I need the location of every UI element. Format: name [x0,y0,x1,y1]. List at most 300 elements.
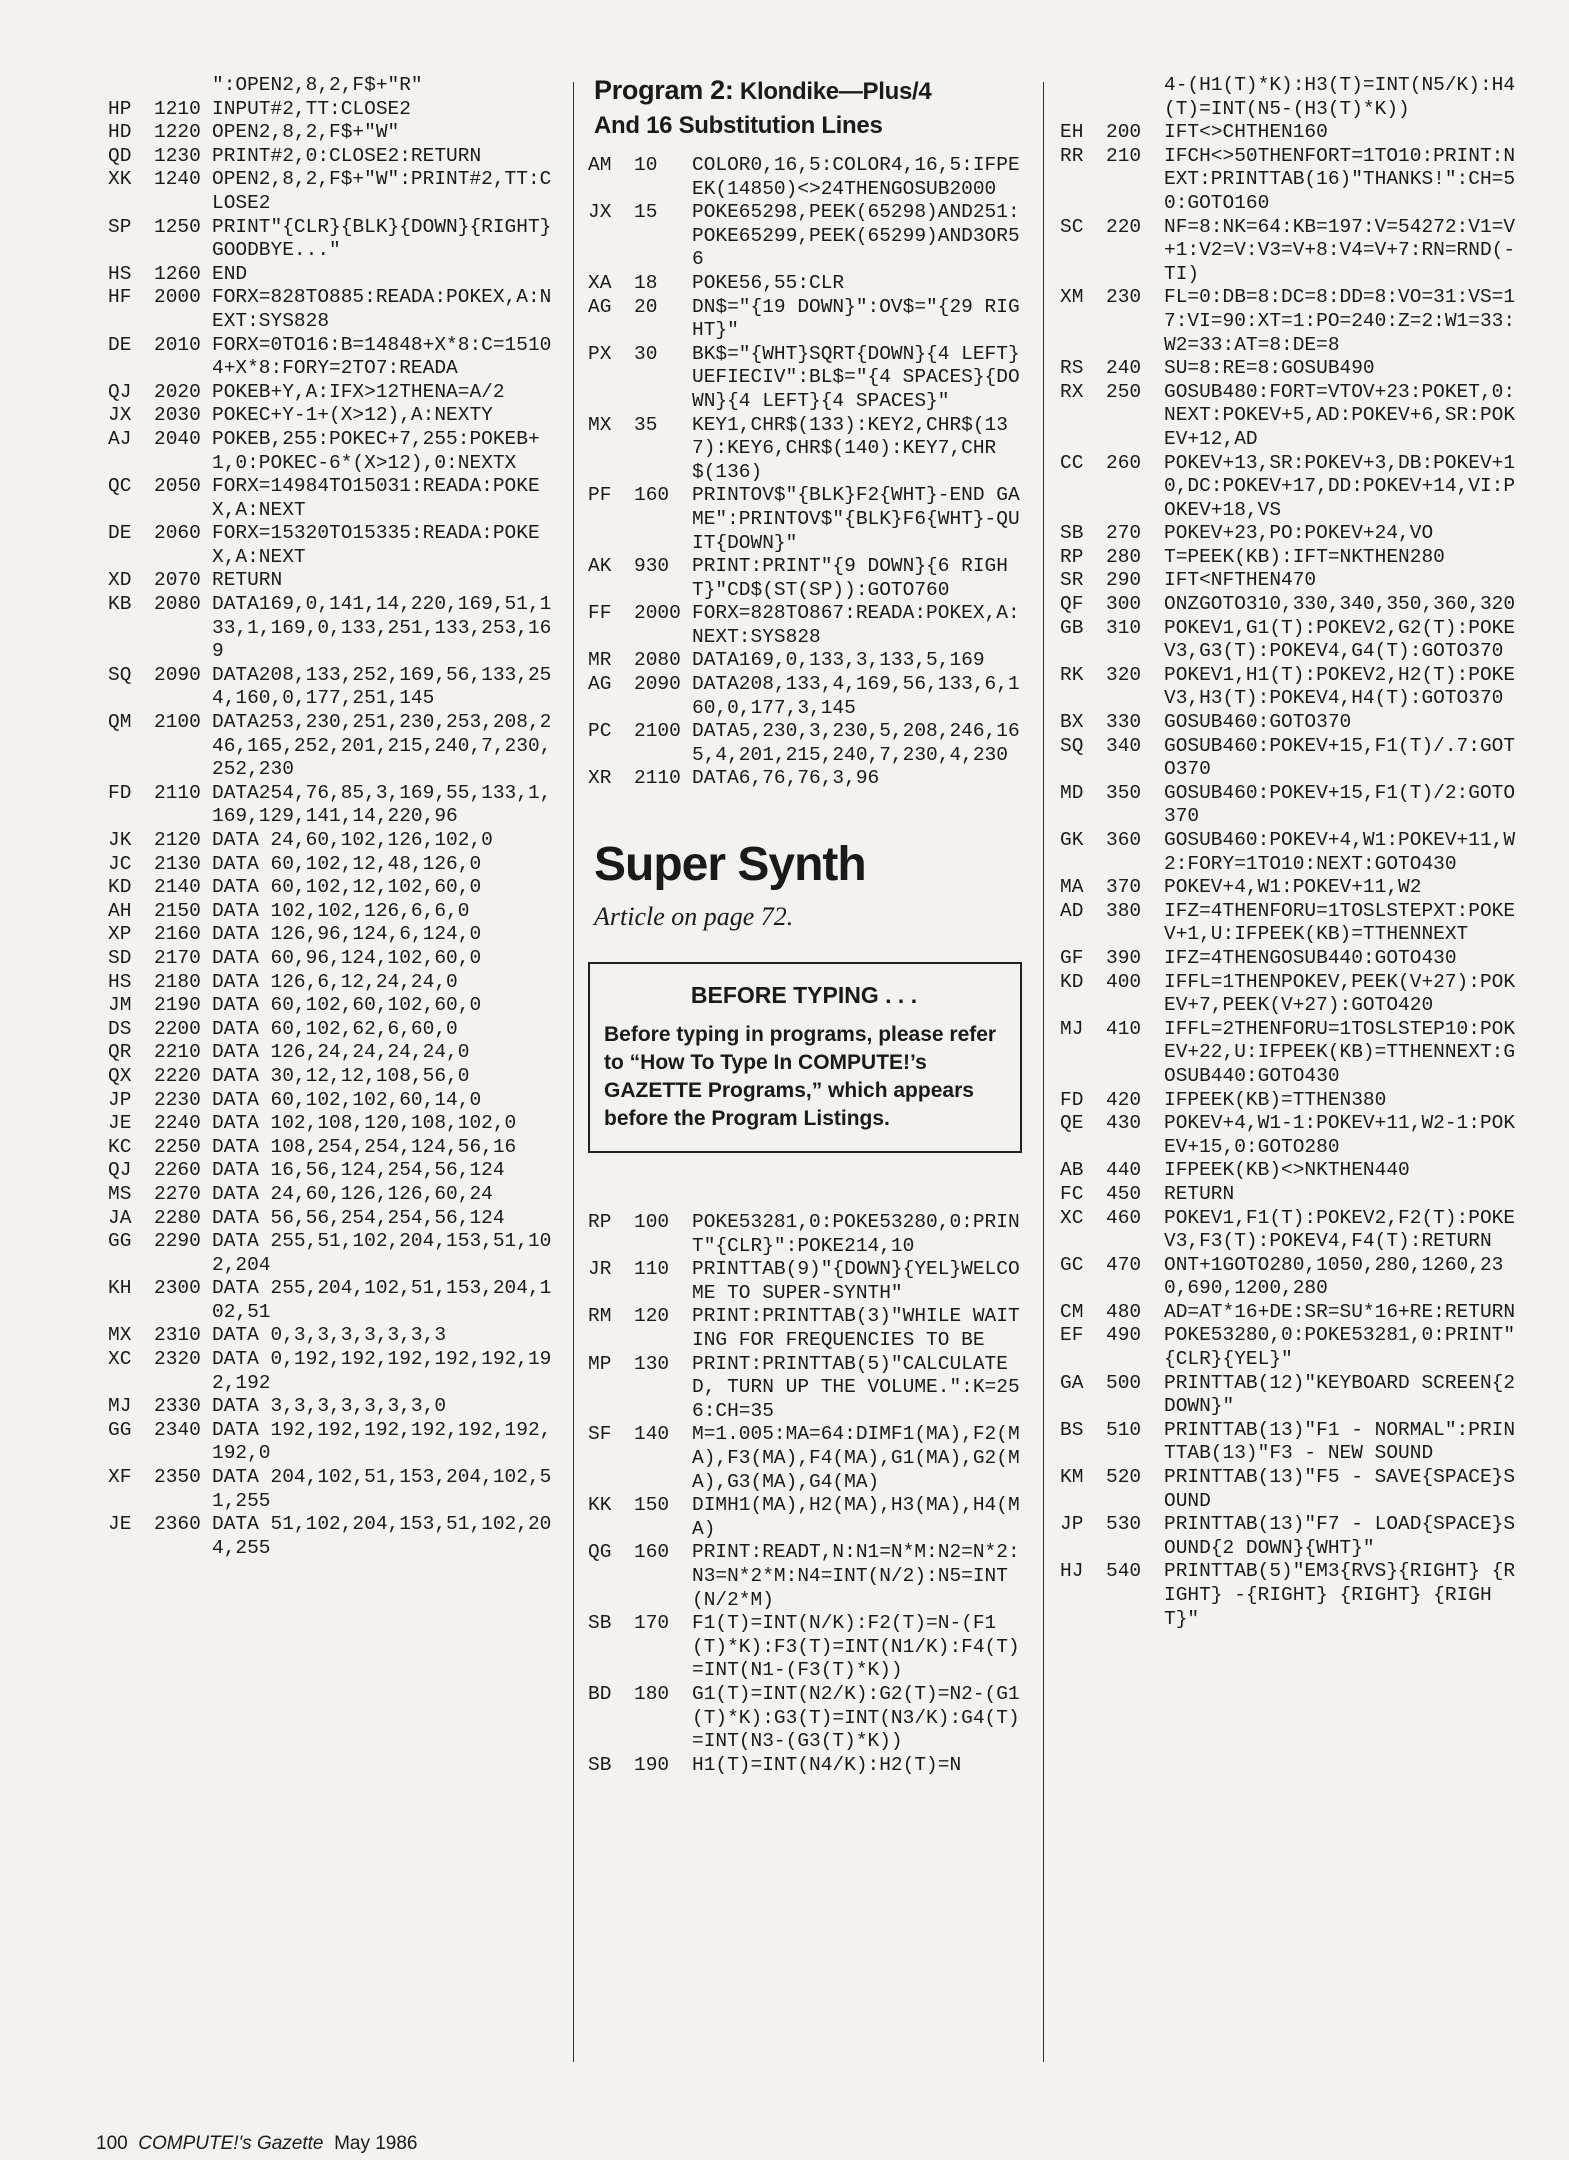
code-line [108,947,560,971]
code-text: DATA 192,192,192,192,192,192,192,0 [212,1418,552,1465]
checksum: MX [588,413,612,436]
code-line [1060,664,1520,711]
line-number: 930 [634,555,670,578]
checksum: SQ [1060,734,1084,757]
line-number: 100 [634,1211,670,1234]
code-text: DATA 60,102,12,48,126,0 [212,852,482,875]
code-text: PRINT:PRINT"{9 DOWN}{6 RIGHT}"CD$(ST(SP)):GOTO760 [692,555,1008,601]
line-number: 2000 [154,286,201,309]
code-line [1060,617,1520,664]
line-number: 2340 [154,1418,201,1441]
code-line [1060,876,1520,900]
checksum: XP [108,923,132,946]
line-number: 160 [634,1541,670,1564]
box-title: BEFORE TYPING . . . [690,982,918,1009]
code-line [108,1207,560,1231]
checksum: GG [108,1418,132,1441]
checksum: GG [108,1230,132,1253]
line-number: 18 [634,271,658,294]
code-line [1060,74,1520,121]
line-number: 430 [1106,1112,1142,1135]
code-text: DATA 56,56,254,254,56,124 [212,1206,505,1229]
line-number: 130 [634,1352,670,1375]
code-text: IFFL=1THENPOKEV,PEEK(V+27):POKEV+7,PEEK(V+27):GOTO420 [1164,970,1516,1017]
line-number: 2130 [154,852,201,875]
line-number: 500 [1106,1371,1142,1394]
line-number: 170 [634,1612,670,1635]
line-number: 520 [1106,1466,1142,1489]
code-line [588,343,1028,414]
line-number: 2140 [154,876,201,899]
line-number: 2310 [154,1324,201,1347]
checksum: PC [588,720,612,743]
checksum: DE [108,522,132,545]
checksum: MP [588,1352,612,1375]
code-text: POKEV+4,W1-1:POKEV+11,W2-1:POKEV+15,0:GOTO280 [1164,1112,1516,1158]
line-number: 140 [634,1423,670,1446]
checksum: QE [1060,1112,1084,1135]
code-line [1060,216,1520,287]
code-line [108,1277,560,1324]
program-subtitle: And 16 Substitution Lines [594,112,883,139]
checksum: RX [1060,380,1084,403]
code-line [108,263,560,287]
code-line [588,1258,1028,1305]
line-number: 490 [1106,1324,1142,1347]
code-text: IFZ=4THENFORU=1TOSLSTEPXT:POKEV+1,U:IFPEEK(KB)=TTHENNEXT [1164,899,1516,946]
line-number: 2100 [154,711,201,734]
checksum: RR [1060,144,1084,167]
code-text: DATA 204,102,51,153,204,102,51,255 [212,1466,552,1512]
code-text: BK$="{WHT}SQRT{DOWN}{4 LEFT}UEFIECIV":BL$="{4 SPACES}{DOWN}{4 LEFT}{4 SPACES}" [692,342,1020,412]
line-number: 190 [634,1753,670,1776]
checksum: PF [588,484,612,507]
code-line [108,1348,560,1395]
code-line [108,1136,560,1160]
code-text: AD=AT*16+DE:SR=SU*16+RE:RETURN [1164,1300,1516,1323]
code-line [108,1112,560,1136]
line-number: 15 [634,201,658,224]
code-line [1060,900,1520,947]
code-text: DATA5,230,3,230,5,208,246,165,4,201,215,240,7,230,4,230 [692,720,1020,766]
checksum: AG [588,673,612,696]
line-number: 30 [634,342,658,365]
code-text: DATA 51,102,204,153,51,102,204,255 [212,1513,552,1559]
code-text: PRINTOV$"{BLK}F2{WHT}-END GAME":PRINTOV$"{BLK}F6{WHT}-QUIT{DOWN}" [692,484,1020,554]
code-text: PRINTTAB(13)"F7 - LOAD{SPACE}SOUND{2 DOWN}{WHT}" [1164,1513,1516,1559]
code-text: DATA208,133,4,169,56,133,6,160,0,177,3,145 [692,673,1020,719]
checksum: SC [1060,215,1084,238]
code-text: DATA 16,56,124,254,56,124 [212,1159,505,1182]
program-2-title [594,74,1028,142]
checksum: JE [108,1112,132,1135]
code-line [1060,286,1520,357]
code-text: PRINTTAB(12)"KEYBOARD SCREEN{2 DOWN}" [1164,1371,1527,1418]
code-text: SU=8:RE=8:GOSUB490 [1164,357,1375,380]
code-text: DATA 60,102,102,60,14,0 [212,1088,482,1111]
checksum: RP [588,1211,612,1234]
code-text: POKEB+Y,A:IFX>12THENA=A/2 [212,380,505,403]
code-line [108,522,560,569]
code-line [1060,381,1520,452]
line-number: 2360 [154,1513,201,1536]
checksum: AK [588,555,612,578]
line-number: 460 [1106,1206,1142,1229]
line-number: 1240 [154,168,201,191]
article-reference: Article on page 72. [594,902,794,932]
checksum: JM [108,994,132,1017]
code-line [1060,1254,1520,1301]
line-number: 20 [634,295,658,318]
checksum: KD [1060,970,1084,993]
checksum: QF [1060,593,1084,616]
line-number: 2170 [154,946,201,969]
code-text: DATA 0,192,192,192,192,192,192,192 [212,1348,552,1394]
code-line [1060,711,1520,735]
listing-column-2 [588,74,1028,1777]
checksum: KC [108,1135,132,1158]
listing-column-3 [1060,74,1527,1631]
code-text: DATA169,0,133,3,133,5,169 [692,649,985,672]
checksum: MJ [1060,1017,1084,1040]
code-line [108,1089,560,1113]
line-number: 340 [1106,734,1142,757]
checksum: QG [588,1541,612,1564]
line-number: 2250 [154,1135,201,1158]
line-number: 380 [1106,899,1142,922]
code-line [1060,1513,1520,1560]
line-number: 530 [1106,1513,1142,1536]
line-number: 1230 [154,144,201,167]
line-number: 150 [634,1494,670,1517]
code-text: POKEV+4,W1:POKEV+11,W2 [1164,876,1422,899]
checksum [1060,74,1106,121]
code-line [108,1018,560,1042]
checksum: GC [1060,1253,1084,1276]
code-text: DATA 60,102,62,6,60,0 [212,1017,458,1040]
page-footer [96,2133,418,2155]
line-number: 370 [1106,876,1142,899]
code-text: G1(T)=INT(N2/K):G2(T)=N2-(G1(T)*K):G3(T)=INT(N3/K):G4(T)=INT(N3-(G3(T)*K)) [692,1682,1020,1753]
code-text: DIMH1(MA),H2(MA),H3(MA),H4(MA) [692,1494,1020,1540]
checksum: KB [108,593,132,616]
code-line [1060,1112,1520,1159]
line-number: 2110 [634,767,681,790]
checksum: GK [1060,829,1084,851]
code-text: GOSUB480:FORT=VTOV+23:POKET,0:NEXT:POKEV+5,AD:POKEV+6,SR:POKEV+12,AD [1164,380,1516,450]
box-text: Before typing in programs, please refer to “How To Type In COMPUTE!’s GAZETTE Programs,” which appears before the Program Listings. [604,1023,997,1131]
code-line [108,1324,560,1348]
line-number: 2220 [154,1064,201,1087]
code-line [588,272,1028,296]
checksum: EF [1060,1324,1084,1347]
code-text: POKEB,255:POKEC+7,255:POKEB+1,0:POKEC-6*(X>12),0:NEXTX [212,427,540,474]
checksum: RS [1060,357,1084,380]
code-text: POKE53281,0:POKE53280,0:PRINT"{CLR}":POKE214,10 [692,1211,1020,1257]
checksum: QJ [108,1159,132,1182]
code-text: H1(T)=INT(N4/K):H2(T)=N [692,1753,962,1776]
code-line [108,145,560,169]
code-line [588,414,1028,485]
line-number: 180 [634,1682,670,1705]
checksum: HJ [1060,1560,1084,1583]
line-number: 2090 [634,673,681,696]
checksum: HF [108,286,132,309]
code-line [1060,121,1520,145]
checksum: XM [1060,286,1084,309]
code-text: DATA 0,3,3,3,3,3,3,3 [212,1324,447,1347]
code-line [588,1494,1028,1541]
checksum: SD [108,946,132,969]
code-line [1060,357,1520,381]
line-number: 2260 [154,1159,201,1182]
checksum: JX [588,201,612,224]
code-text: ONT+1GOTO280,1050,280,1260,230,690,1200,280 [1164,1253,1504,1300]
line-number: 2300 [154,1277,201,1300]
code-text: ":OPEN2,8,2,F$+"R" [212,74,423,96]
line-number: 2330 [154,1395,201,1418]
code-text: GOSUB460:POKEV+15,F1(T)/.7:GOTO370 [1164,734,1516,781]
code-text: DATA 102,102,126,6,6,0 [212,899,470,922]
code-line [1060,1207,1520,1254]
line-number: 440 [1106,1159,1142,1182]
code-text: OPEN2,8,2,F$+"W" [212,121,400,144]
code-line [108,853,560,877]
code-line [108,428,560,475]
checksum: HD [108,121,132,144]
column-rule-2 [1043,82,1044,2062]
program-1-listing-continued [108,74,560,1560]
line-number: 35 [634,413,658,436]
code-text: POKEV+13,SR:POKEV+3,DB:POKEV+10,DC:POKEV+17,DD:POKEV+14,VI:POKEV+18,VS [1164,451,1516,521]
checksum: KD [108,876,132,899]
code-line [108,1466,560,1513]
code-line [1060,1419,1520,1466]
checksum: XC [1060,1206,1084,1229]
column-rule-1 [573,82,574,2062]
code-line [1060,1018,1520,1089]
line-number: 240 [1106,357,1142,380]
line-number: 2200 [154,1017,201,1040]
code-line [1060,735,1520,782]
code-text: FORX=0TO16:B=14848+X*8:C=15104+X*8:FORY=2TO7:READA [212,333,552,380]
code-text: PRINT#2,0:CLOSE2:RETURN [212,144,482,167]
code-text: NF=8:NK=64:KB=197:V=54272:V1=V+1:V2=V:V3=V+8:V4=V+7:RN=RND(-TI) [1164,215,1516,285]
code-text: M=1.005:MA=64:DIMF1(MA),F2(MA),F3(MA),F4(MA),G1(MA),G2(MA),G3(MA),G4(MA) [692,1423,1020,1493]
line-number: 420 [1106,1088,1142,1111]
code-text: DATA 30,12,12,108,56,0 [212,1064,470,1087]
line-number: 120 [634,1305,670,1328]
checksum: SP [108,215,132,238]
code-line [588,1754,1028,1778]
checksum: JR [588,1258,612,1281]
code-text: DATA 24,60,126,126,60,24 [212,1182,493,1205]
code-text: DATA 255,204,102,51,153,204,102,51 [212,1277,552,1323]
code-line [1060,593,1520,617]
checksum: KK [588,1494,612,1517]
code-line [1060,1560,1520,1631]
code-line [1060,1159,1520,1183]
code-text: POKEV1,G1(T):POKEV2,G2(T):POKEV3,G3(T):POKEV4,G4(T):GOTO370 [1164,616,1516,663]
code-text: END [212,262,248,285]
code-text: DATA 60,102,12,102,60,0 [212,876,482,899]
code-text: FORX=828TO867:READA:POKEX,A:NEXT:SYS828 [692,602,1020,648]
checksum: SQ [108,663,132,686]
checksum: QJ [108,380,132,403]
code-text: PRINT:PRINTTAB(3)"WHILE WAITING FOR FREQUENCIES TO BE [692,1305,1020,1351]
line-number: 220 [1106,215,1142,238]
line-number: 1210 [154,97,201,120]
line-number: 510 [1106,1418,1142,1441]
checksum: SR [1060,569,1084,592]
line-number: 1220 [154,121,201,144]
checksum: QD [108,144,132,167]
line-number: 300 [1106,593,1142,616]
code-text: POKE56,55:CLR [692,271,845,294]
checksum: DE [108,333,132,356]
line-number: 2270 [154,1182,201,1205]
code-line [1060,1089,1520,1113]
line-number: 230 [1106,286,1142,309]
checksum: QX [108,1064,132,1087]
code-text: POKE65298,PEEK(65298)AND251:POKE65299,PEEK(65299)AND3OR56 [692,201,1020,271]
checksum: GB [1060,616,1084,639]
code-line [1060,829,1520,876]
code-line [1060,452,1520,523]
code-line [588,296,1028,343]
code-line [588,767,1028,791]
code-line [108,569,560,593]
checksum: BD [588,1682,612,1705]
code-text: DATA 102,108,120,108,102,0 [212,1112,517,1135]
code-line [588,201,1028,272]
code-text: ONZGOTO310,330,340,350,360,320 [1164,593,1516,616]
line-number: 400 [1106,970,1142,993]
line-number: 210 [1106,144,1142,167]
code-line [588,1353,1028,1424]
code-line [108,334,560,381]
code-line [108,711,560,782]
checksum: JA [108,1206,132,1229]
checksum: QM [108,711,132,734]
line-number: 1260 [154,262,201,285]
checksum: KM [1060,1466,1084,1489]
line-number: 2210 [154,1041,201,1064]
checksum: SB [588,1612,612,1635]
code-line [1060,782,1520,829]
checksum: MS [108,1182,132,1205]
code-text: DATA 255,51,102,204,153,51,102,204 [212,1230,552,1276]
checksum: XA [588,271,612,294]
code-line [1060,947,1520,971]
code-line [108,286,560,333]
code-line [108,1230,560,1277]
code-line [588,1612,1028,1683]
line-number: 2100 [634,720,681,743]
code-line [108,1065,560,1089]
code-text: IFT<>CHTHEN160 [1164,121,1328,144]
checksum: RK [1060,663,1084,686]
checksum: PX [588,342,612,365]
line-number: 290 [1106,569,1142,592]
checksum: XC [108,1348,132,1371]
code-text: PRINT:PRINTTAB(5)"CALCULATED, TURN UP THE VOLUME.":K=256:CH=35 [692,1352,1020,1422]
code-text: PRINT:READT,N:N1=N*M:N2=N*2:N3=N*2*M:N4=INT(N/2):N5=INT(N/2*M) [692,1541,1020,1611]
program-name: Klondike—Plus/4 [733,78,932,105]
line-number: 250 [1106,380,1142,403]
line-number: 410 [1106,1017,1142,1040]
page-number: 100 [96,2133,128,2154]
code-line [588,555,1028,602]
checksum: EH [1060,121,1084,144]
checksum: GA [1060,1371,1084,1394]
code-text: KEY1,CHR$(133):KEY2,CHR$(137):KEY6,CHR$(140):KEY7,CHR$(136) [692,413,1008,483]
code-line [108,98,560,122]
line-number: 2090 [154,663,201,686]
super-synth-listing [588,1211,1028,1777]
code-text: PRINTTAB(13)"F5 - SAVE{SPACE}SOUND [1164,1466,1516,1512]
code-line [108,923,560,947]
line-number: 10 [634,154,658,176]
code-line [108,994,560,1018]
code-text: DATA 108,254,254,124,56,16 [212,1135,517,1158]
code-line [588,1683,1028,1754]
super-synth-listing-continued [1060,74,1527,1631]
checksum: SB [588,1753,612,1776]
code-text: OPEN2,8,2,F$+"W":PRINT#2,TT:CLOSE2 [212,168,552,214]
checksum: HP [108,97,132,120]
code-line [1060,546,1520,570]
code-line [588,154,1028,201]
code-text: DATA 126,6,12,24,24,0 [212,970,458,993]
line-number: 280 [1106,545,1142,568]
code-text: DATA 126,24,24,24,24,0 [212,1041,470,1064]
checksum: JX [108,404,132,427]
code-line [108,121,560,145]
code-line [588,1423,1028,1494]
code-line [108,74,560,98]
code-text: DATA 126,96,124,6,124,0 [212,923,482,946]
code-text: DATA208,133,252,169,56,133,254,160,0,177,251,145 [212,663,552,710]
checksum: AJ [108,427,132,450]
code-text: GOSUB460:POKEV+4,W1:POKEV+11,W2:FORY=1TO10:NEXT:GOTO430 [1164,829,1516,875]
checksum: SB [1060,522,1084,545]
code-text: DATA169,0,141,14,220,169,51,133,1,169,0,133,251,133,253,169 [212,593,552,663]
line-number [154,74,212,98]
code-line [588,649,1028,673]
line-number: 350 [1106,781,1142,804]
code-text: DN$="{19 DOWN}":OV$="{29 RIGHT}" [692,295,1020,342]
checksum: HS [108,970,132,993]
code-text: DATA254,76,85,3,169,55,133,1,169,129,141,14,220,96 [212,781,552,828]
line-number: 200 [1106,121,1142,144]
code-text: FL=0:DB=8:DC=8:DD=8:VO=31:VS=17:VI=90:XT=1:PO=240:Z=2:W1=33:W2=33:AT=8:DE=8 [1164,286,1516,356]
checksum: KH [108,1277,132,1300]
code-line [108,1159,560,1183]
code-line [108,1041,560,1065]
code-line [108,475,560,522]
line-number: 2080 [634,649,681,672]
code-line [108,782,560,829]
code-text: DATA 60,96,124,102,60,0 [212,946,482,969]
line-number: 330 [1106,711,1142,734]
line-number: 270 [1106,522,1142,545]
publication-name: COMPUTE!'s Gazette [138,2133,324,2154]
code-line [108,1513,560,1560]
code-text: IFT<NFTHEN470 [1164,569,1317,592]
code-line [108,1419,560,1466]
code-text: PRINTTAB(5)"EM3{RVS}{RIGHT} {RIGHT} -{RIGHT} {RIGHT} {RIGHT}" [1164,1560,1516,1630]
